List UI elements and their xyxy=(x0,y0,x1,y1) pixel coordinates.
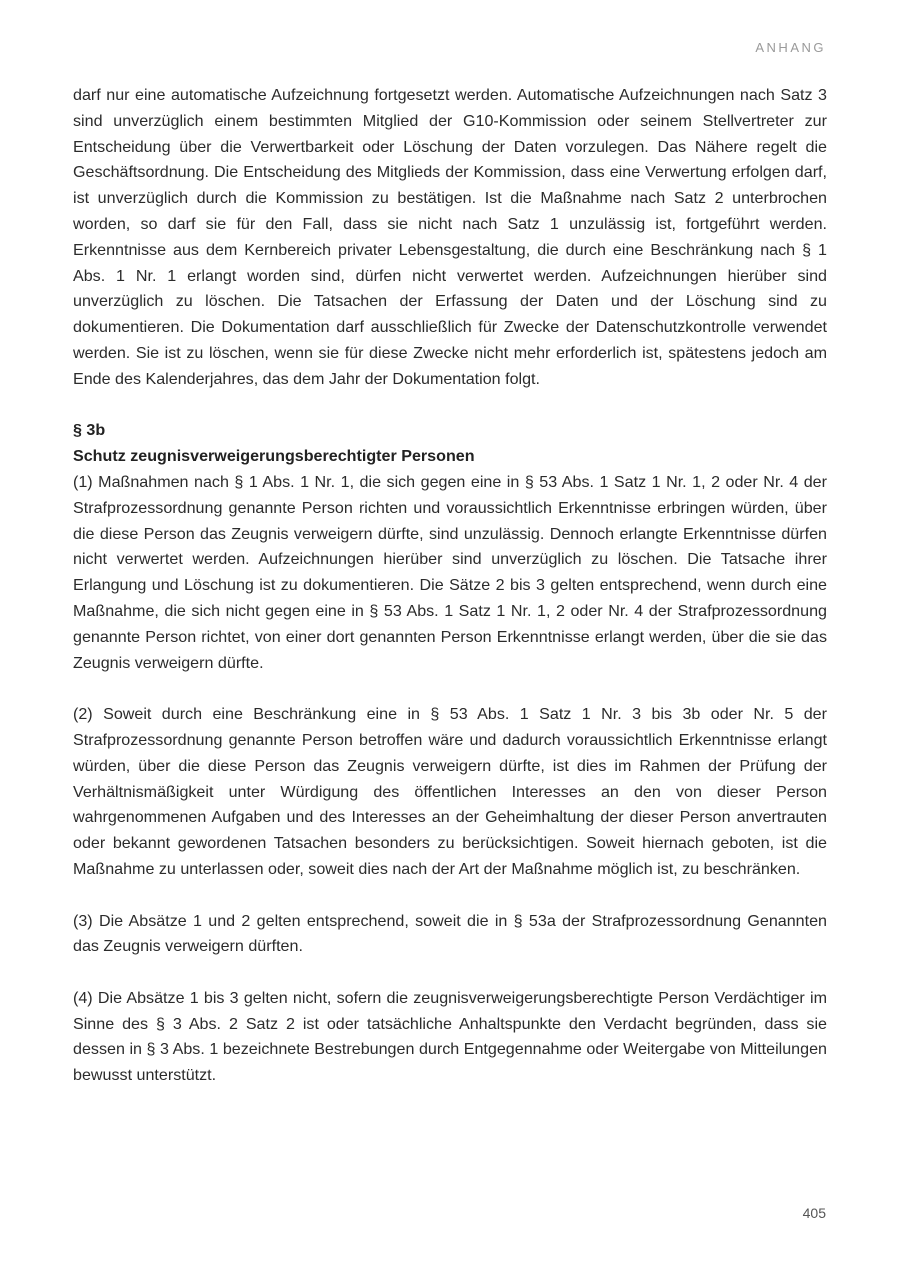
section-paragraph-1: (1) Maßnahmen nach § 1 Abs. 1 Nr. 1, die sich gegen eine in § 53 Abs. 1 Satz 1 Nr. 1, 2 oder Nr. 4 der Strafprozessordnung genannte Person richten und voraussichtlich Erkenntnisse erbringen würden, über die diese Person das Zeugnis verweigern dürfte, sind unzulässig. Dennoch erlangte Erkenntnisse dürfen nicht verwertet werden. Aufzeichnungen hierüber sind unverzüglich zu löschen. Die Tatsache ihrer Erlangung und Löschung ist zu dokumentieren. Die Sätze 2 bis 3 gelten entsprechend, wenn durch eine Maßnahme, die sich nicht gegen eine in § 53 Abs. 1 Satz 1 Nr. 1, 2 oder Nr. 4 der Strafprozessordnung genannte Person richtet, von einer dort genannten Person Erkenntnisse erlangt werden, über die sie das Zeugnis verweigern dürfte. xyxy=(73,472,827,672)
section-title: Schutz zeugnisverweigerungsberechtigter Personen xyxy=(73,447,475,466)
spacer xyxy=(73,393,827,419)
page-number: 405 xyxy=(802,1205,826,1221)
section-paragraph-4: (4) Die Absätze 1 bis 3 gelten nicht, sofern die zeugnisverweigerungsberechtigte Person Verdächtiger im Sinne des § 3 Abs. 2 Satz 2 ist oder tatsächliche Anhaltspunkte den Verdacht begründen, dass sie dessen in § 3 Abs. 1 bezeichnete Bestrebungen durch Entgegennahme oder Weitergabe von Mitteilungen bewusst unterstützt. xyxy=(73,988,827,1085)
spacer xyxy=(73,960,827,986)
page-content xyxy=(73,83,827,1089)
section-paragraph-3: (3) Die Absätze 1 und 2 gelten entsprechend, soweit die in § 53a der Strafprozessordnung Genannten das Zeugnis verweigern dürften. xyxy=(73,911,827,956)
spacer xyxy=(73,883,827,909)
section-number: § 3b xyxy=(73,421,106,440)
section-paragraph-2: (2) Soweit durch eine Beschränkung eine in § 53 Abs. 1 Satz 1 Nr. 3 bis 3b oder Nr. 5 der Strafprozessordnung genannte Person betroffen wäre und dadurch voraussichtlich Erkenntnisse erlangt würden, über die diese Person das Zeugnis verweigern dürfte, ist dies im Rahmen der Prüfung der Verhältnismäßigkeit unter Würdigung des öffentlichen Interesses an den von dieser Person wahrgenommenen Aufgaben und des Interesses an der Geheimhaltung der dieser Person anvertrauten oder bekannt gewordenen Tatsachen besonders zu berücksichtigen. Soweit hiernach geboten, ist die Maßnahme zu unterlassen oder, soweit dies nach der Art der Maßnahme möglich ist, zu beschränken. xyxy=(73,705,827,878)
intro-paragraph: darf nur eine automatische Aufzeichnung fortgesetzt werden. Automatische Aufzeichnungen nach Satz 3 sind unverzüglich einem bestimmten Mitglied der G10-Kommission oder seinem Stellvertreter zur Entscheidung über die Verwertbarkeit oder Löschung der Daten vorzulegen. Das Nähere regelt die Geschäftsordnung. Die Entscheidung des Mitglieds der Kommission, dass eine Verwertung erfolgen darf, ist unverzüglich durch die Kommission zu bestätigen. Ist die Maßnahme nach Satz 2 unterbrochen worden, so darf sie für den Fall, dass sie nicht nach Satz 1 unzulässig ist, fortgeführt werden. Erkenntnisse aus dem Kernbereich privater Lebensgestaltung, die durch eine Beschränkung nach § 1 Abs. 1 Nr. 1 erlangt worden sind, dürfen nicht verwertet werden. Aufzeichnungen hierüber sind unverzüglich zu löschen. Die Tatsachen der Erfassung der Daten und der Löschung sind zu dokumentieren. Die Dokumentation darf ausschließlich für Zwecke der Datenschutzkontrolle verwendet werden. Sie ist zu löschen, wenn sie für diese Zwecke nicht mehr erforderlich ist, spätestens jedoch am Ende des Kalenderjahres, das dem Jahr der Dokumentation folgt. xyxy=(73,86,827,388)
spacer xyxy=(73,676,827,702)
running-header: ANHANG xyxy=(755,40,826,55)
